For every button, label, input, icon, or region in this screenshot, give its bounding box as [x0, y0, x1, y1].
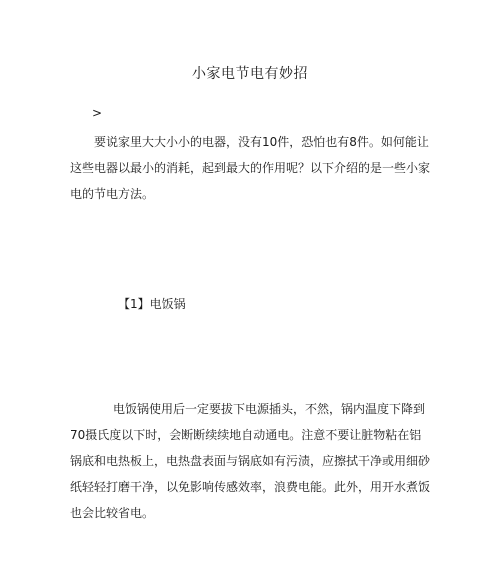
section-paragraph: [70, 396, 430, 526]
document-title: 小家电节电有妙招: [192, 66, 308, 82]
intro-paragraph: [70, 129, 430, 207]
paragraph-line: 要说家里大大小小的电器，没有10件，恐怕也有8件。如何能让: [94, 135, 429, 149]
paragraph-line: 电饭锅使用后一定要拔下电源插头，不然，锅内温度下降到: [113, 402, 426, 416]
paragraph-line: 也会比较省电。: [70, 506, 155, 520]
paragraph-line: 电的节电方法。: [70, 187, 155, 201]
arrow-marker: >: [92, 106, 103, 120]
paragraph-line: 锅底和电热板上，电热盘表面与锅底如有污渍，应擦拭干净或用细砂: [70, 454, 431, 468]
paragraph-line: 纸轻轻打磨干净，以免影响传感效率，浪费电能。此外，用开水煮饭: [70, 480, 431, 494]
paragraph-line: 这些电器以最小的消耗，起到最大的作用呢？以下介绍的是一些小家: [70, 161, 431, 175]
paragraph-line: 70摄氏度以下时，会断断续续地自动通电。注意不要让脏物粘在铝: [70, 428, 422, 442]
section-heading: 【1】电饭锅: [118, 297, 186, 311]
